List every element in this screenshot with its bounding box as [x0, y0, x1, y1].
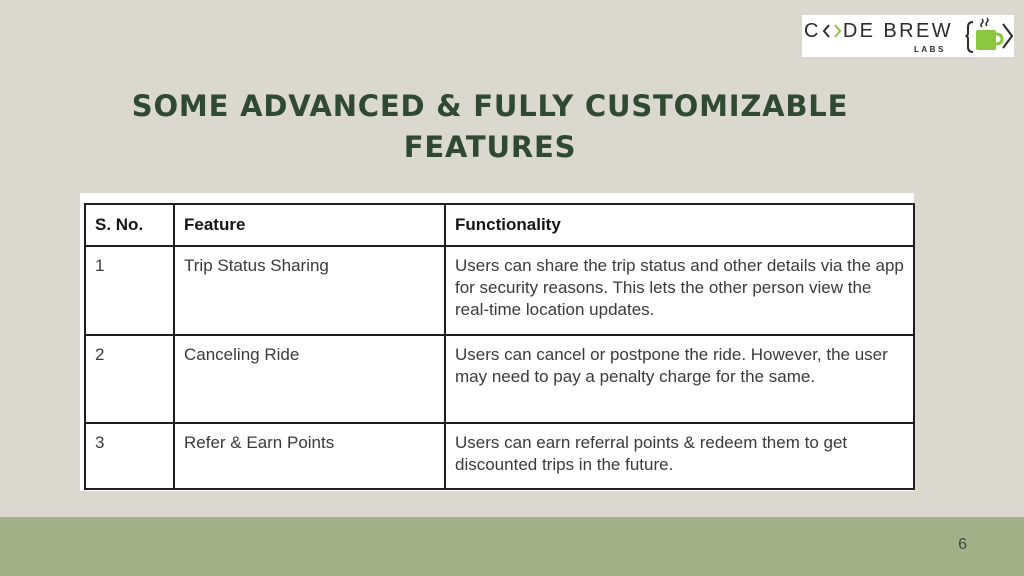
table-row [85, 246, 914, 335]
cell-functionality: Users can share the trip status and other details via the app for security reasons. This lets the other person view the real-time location updates. [445, 246, 914, 335]
page-number: 6 [958, 536, 967, 553]
logo-rest-text: DE BREW [842, 20, 953, 42]
slide-title-line1: SOME ADVANCED & FULLY CUSTOMIZABLE [131, 89, 849, 123]
features-table-container [80, 193, 914, 491]
table-row [85, 423, 914, 489]
table-header-row [85, 204, 914, 246]
features-table [84, 203, 915, 490]
logo-code-brackets-icon [822, 23, 842, 39]
code-cup-icon [965, 16, 1013, 56]
slide-title [40, 86, 940, 168]
logo-letter-c: C [804, 20, 821, 42]
cell-feature: Refer & Earn Points [174, 423, 445, 489]
cell-functionality: Users can earn referral points & redeem them to get discounted trips in the future. [445, 423, 914, 489]
cell-serial-no: 1 [85, 246, 174, 335]
footer-bar [0, 517, 1024, 576]
header-feature: Feature [174, 204, 445, 246]
logo-main-text [804, 20, 953, 43]
cell-functionality: Users can cancel or postpone the ride. However, the user may need to pay a penalty charge for the same. [445, 335, 914, 423]
cell-feature: Canceling Ride [174, 335, 445, 423]
header-serial-no: S. No. [85, 204, 174, 246]
header-functionality: Functionality [445, 204, 914, 246]
slide-title-line2: FEATURES [403, 130, 577, 164]
table-row [85, 335, 914, 423]
logo-subtext: LABS [914, 45, 946, 54]
brand-logo [802, 15, 1014, 57]
cell-serial-no: 2 [85, 335, 174, 423]
cell-serial-no: 3 [85, 423, 174, 489]
cell-feature: Trip Status Sharing [174, 246, 445, 335]
logo-wordmark [802, 15, 962, 57]
